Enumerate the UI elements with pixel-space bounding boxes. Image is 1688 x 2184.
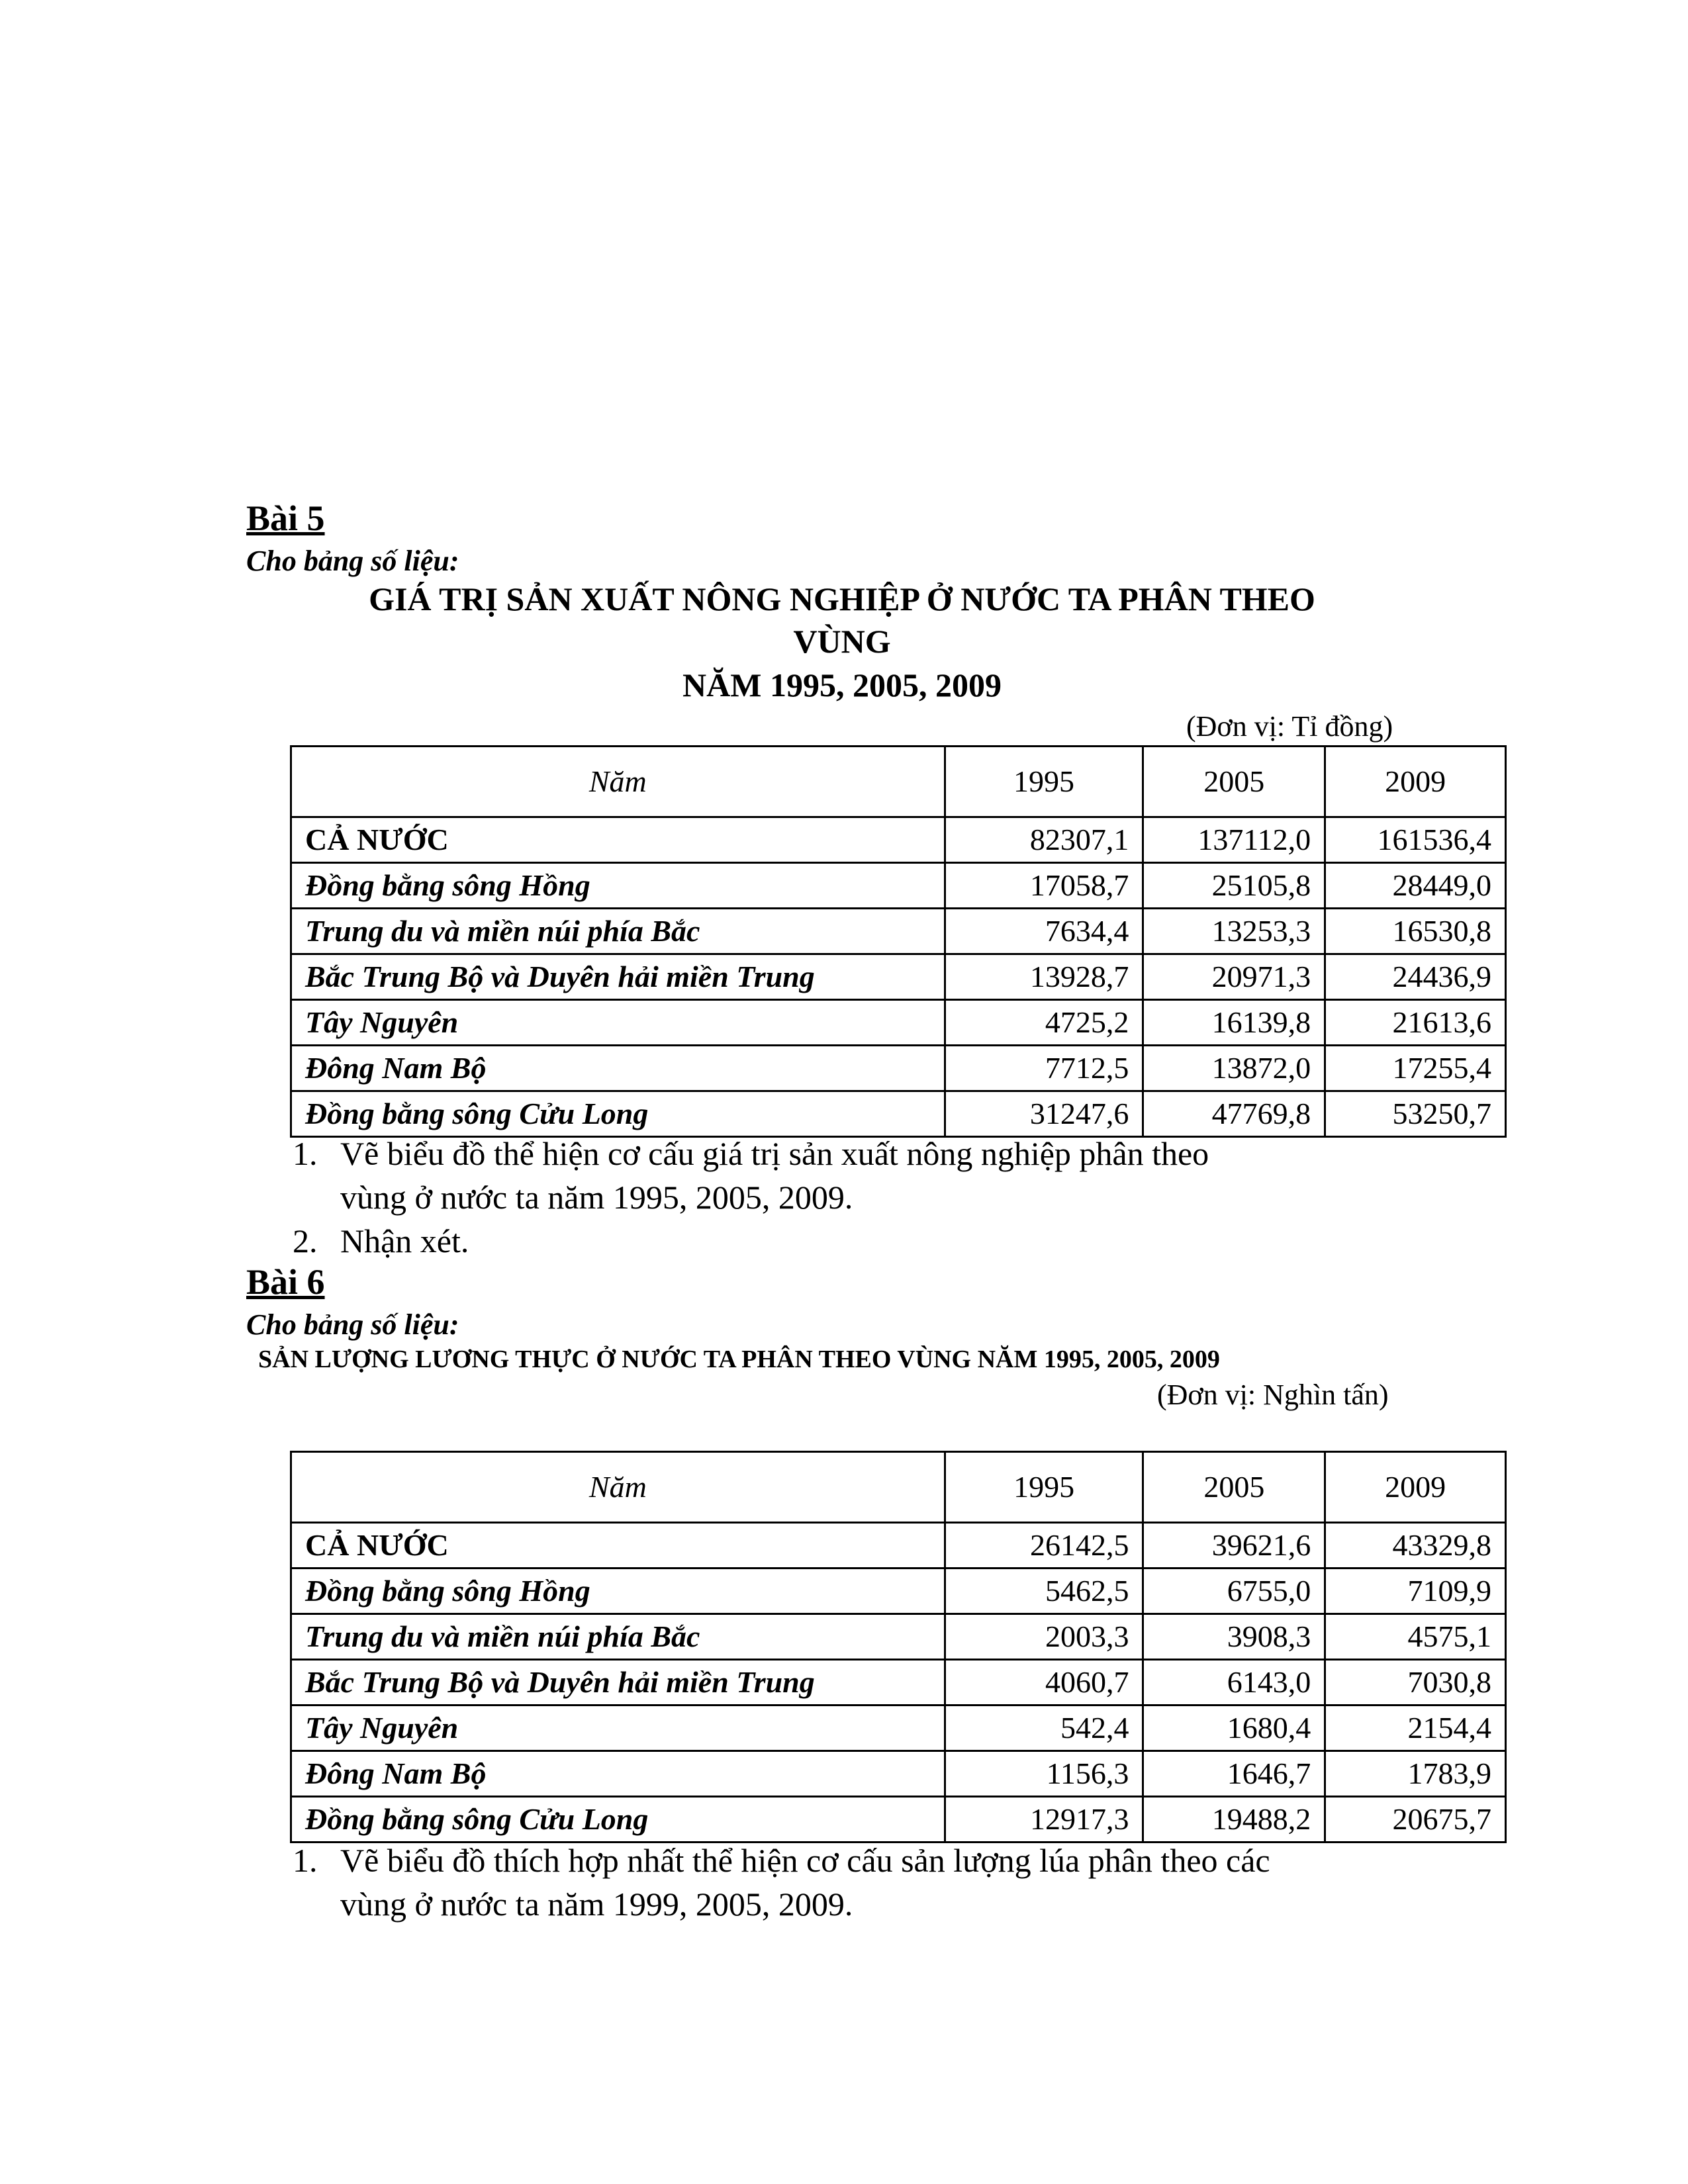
table-cell: 4060,7 xyxy=(945,1660,1143,1706)
table-cell: 6143,0 xyxy=(1143,1660,1325,1706)
table-cell: 19488,2 xyxy=(1143,1797,1325,1843)
table-cell: 43329,8 xyxy=(1325,1523,1506,1569)
row-label: Đồng bằng sông Hồng xyxy=(291,1569,945,1614)
row-label: Đồng bằng sông Cửu Long xyxy=(291,1091,945,1137)
table-row xyxy=(291,1091,1506,1137)
header-year-label: Năm xyxy=(291,1452,945,1523)
table-cell: 7634,4 xyxy=(945,909,1143,954)
exercise-5-question-1-cont: vùng ở nước ta năm 1995, 2005, 2009. xyxy=(340,1179,853,1216)
table-cell: 13253,3 xyxy=(1143,909,1325,954)
exercise-5-intro: Cho bảng số liệu: xyxy=(246,545,459,577)
question-number: 1. xyxy=(293,1842,318,1879)
row-label: Bắc Trung Bộ và Duyên hải miền Trung xyxy=(291,1660,945,1706)
table-cell: 17058,7 xyxy=(945,863,1143,909)
table-cell: 5462,5 xyxy=(945,1569,1143,1614)
question-text: Vẽ biểu đồ thể hiện cơ cấu giá trị sản xuất nông nghiệp phân theo xyxy=(340,1135,1209,1172)
exercise-6-unit: (Đơn vị: Nghìn tấn) xyxy=(1157,1379,1389,1411)
table-cell: 39621,6 xyxy=(1143,1523,1325,1569)
row-label: Đồng bằng sông Hồng xyxy=(291,863,945,909)
row-label: CẢ NƯỚC xyxy=(291,1523,945,1569)
exercise-6-title: SẢN LƯỢNG LƯƠNG THỰC Ở NƯỚC TA PHÂN THEO VÙNG NĂM 1995, 2005, 2009 xyxy=(258,1345,1220,1373)
row-label: Trung du và miền núi phía Bắc xyxy=(291,1614,945,1660)
row-label: Trung du và miền núi phía Bắc xyxy=(291,909,945,954)
table-cell: 7109,9 xyxy=(1325,1569,1506,1614)
exercise-5-title-line3: NĂM 1995, 2005, 2009 xyxy=(682,666,1002,704)
table-cell: 26142,5 xyxy=(945,1523,1143,1569)
table-row xyxy=(291,1706,1506,1751)
table-cell: 31247,6 xyxy=(945,1091,1143,1137)
exercise-5-unit: (Đơn vị: Tỉ đồng) xyxy=(1186,710,1393,743)
header-cell: 1995 xyxy=(945,747,1143,817)
table-cell: 4575,1 xyxy=(1325,1614,1506,1660)
question-number: 2. xyxy=(293,1222,318,1259)
table-cell: 3908,3 xyxy=(1143,1614,1325,1660)
question-text: Nhận xét. xyxy=(340,1222,469,1259)
table-row xyxy=(291,1046,1506,1091)
table-row xyxy=(291,817,1506,863)
exercise-6-heading: Bài 6 xyxy=(246,1262,325,1302)
table-cell: 17255,4 xyxy=(1325,1046,1506,1091)
table-row xyxy=(291,1751,1506,1797)
table-header-row xyxy=(291,747,1506,817)
table-cell: 1680,4 xyxy=(1143,1706,1325,1751)
row-label: Tây Nguyên xyxy=(291,1000,945,1046)
table-cell: 2154,4 xyxy=(1325,1706,1506,1751)
table-cell: 20675,7 xyxy=(1325,1797,1506,1843)
table-cell: 13928,7 xyxy=(945,954,1143,1000)
table-cell: 16139,8 xyxy=(1143,1000,1325,1046)
table-row xyxy=(291,1000,1506,1046)
question-text: Vẽ biểu đồ thích hợp nhất thể hiện cơ cấu sản lượng lúa phân theo các xyxy=(340,1842,1270,1879)
table-cell: 13872,0 xyxy=(1143,1046,1325,1091)
row-label: Đông Nam Bộ xyxy=(291,1751,945,1797)
exercise-5-question-1 xyxy=(293,1132,1209,1175)
table-cell: 542,4 xyxy=(945,1706,1143,1751)
table-row xyxy=(291,1523,1506,1569)
table-row xyxy=(291,1660,1506,1706)
header-cell: 2009 xyxy=(1325,747,1506,817)
table-cell: 6755,0 xyxy=(1143,1569,1325,1614)
table-cell: 47769,8 xyxy=(1143,1091,1325,1137)
table-cell: 1783,9 xyxy=(1325,1751,1506,1797)
question-number: 1. xyxy=(293,1135,318,1172)
header-year-label: Năm xyxy=(291,747,945,817)
table-cell: 21613,6 xyxy=(1325,1000,1506,1046)
table-row xyxy=(291,954,1506,1000)
table-row xyxy=(291,863,1506,909)
exercise-6-question-1-cont: vùng ở nước ta năm 1999, 2005, 2009. xyxy=(340,1886,853,1923)
table-cell: 2003,3 xyxy=(945,1614,1143,1660)
table-cell: 1156,3 xyxy=(945,1751,1143,1797)
exercise-5-title-line2: VÙNG xyxy=(793,623,891,660)
table-cell: 16530,8 xyxy=(1325,909,1506,954)
table-cell: 28449,0 xyxy=(1325,863,1506,909)
exercise-6-question-1 xyxy=(293,1839,1270,1882)
table-cell: 161536,4 xyxy=(1325,817,1506,863)
table-cell: 12917,3 xyxy=(945,1797,1143,1843)
header-cell: 2005 xyxy=(1143,747,1325,817)
row-label: Bắc Trung Bộ và Duyên hải miền Trung xyxy=(291,954,945,1000)
exercise-5-title-line1: GIÁ TRỊ SẢN XUẤT NÔNG NGHIỆP Ở NƯỚC TA PHÂN THEO xyxy=(369,580,1315,617)
row-label: Đông Nam Bộ xyxy=(291,1046,945,1091)
header-cell: 2009 xyxy=(1325,1452,1506,1523)
table-cell: 1646,7 xyxy=(1143,1751,1325,1797)
header-cell: 1995 xyxy=(945,1452,1143,1523)
row-label: Đồng bằng sông Cửu Long xyxy=(291,1797,945,1843)
table-row xyxy=(291,909,1506,954)
table-cell: 53250,7 xyxy=(1325,1091,1506,1137)
table-row xyxy=(291,1797,1506,1843)
table-header-row xyxy=(291,1452,1506,1523)
table-cell: 24436,9 xyxy=(1325,954,1506,1000)
table-cell: 137112,0 xyxy=(1143,817,1325,863)
exercise-5-question-2 xyxy=(293,1219,469,1263)
table-cell: 20971,3 xyxy=(1143,954,1325,1000)
table-cell: 7030,8 xyxy=(1325,1660,1506,1706)
table-cell: 4725,2 xyxy=(945,1000,1143,1046)
table-row xyxy=(291,1614,1506,1660)
exercise-6-table xyxy=(290,1451,1507,1843)
header-cell: 2005 xyxy=(1143,1452,1325,1523)
table-cell: 25105,8 xyxy=(1143,863,1325,909)
table-cell: 7712,5 xyxy=(945,1046,1143,1091)
table-row xyxy=(291,1569,1506,1614)
row-label: CẢ NƯỚC xyxy=(291,817,945,863)
table-cell: 82307,1 xyxy=(945,817,1143,863)
exercise-5-table xyxy=(290,745,1507,1138)
exercise-6-intro: Cho bảng số liệu: xyxy=(246,1308,459,1341)
exercise-5-heading: Bài 5 xyxy=(246,498,325,538)
row-label: Tây Nguyên xyxy=(291,1706,945,1751)
